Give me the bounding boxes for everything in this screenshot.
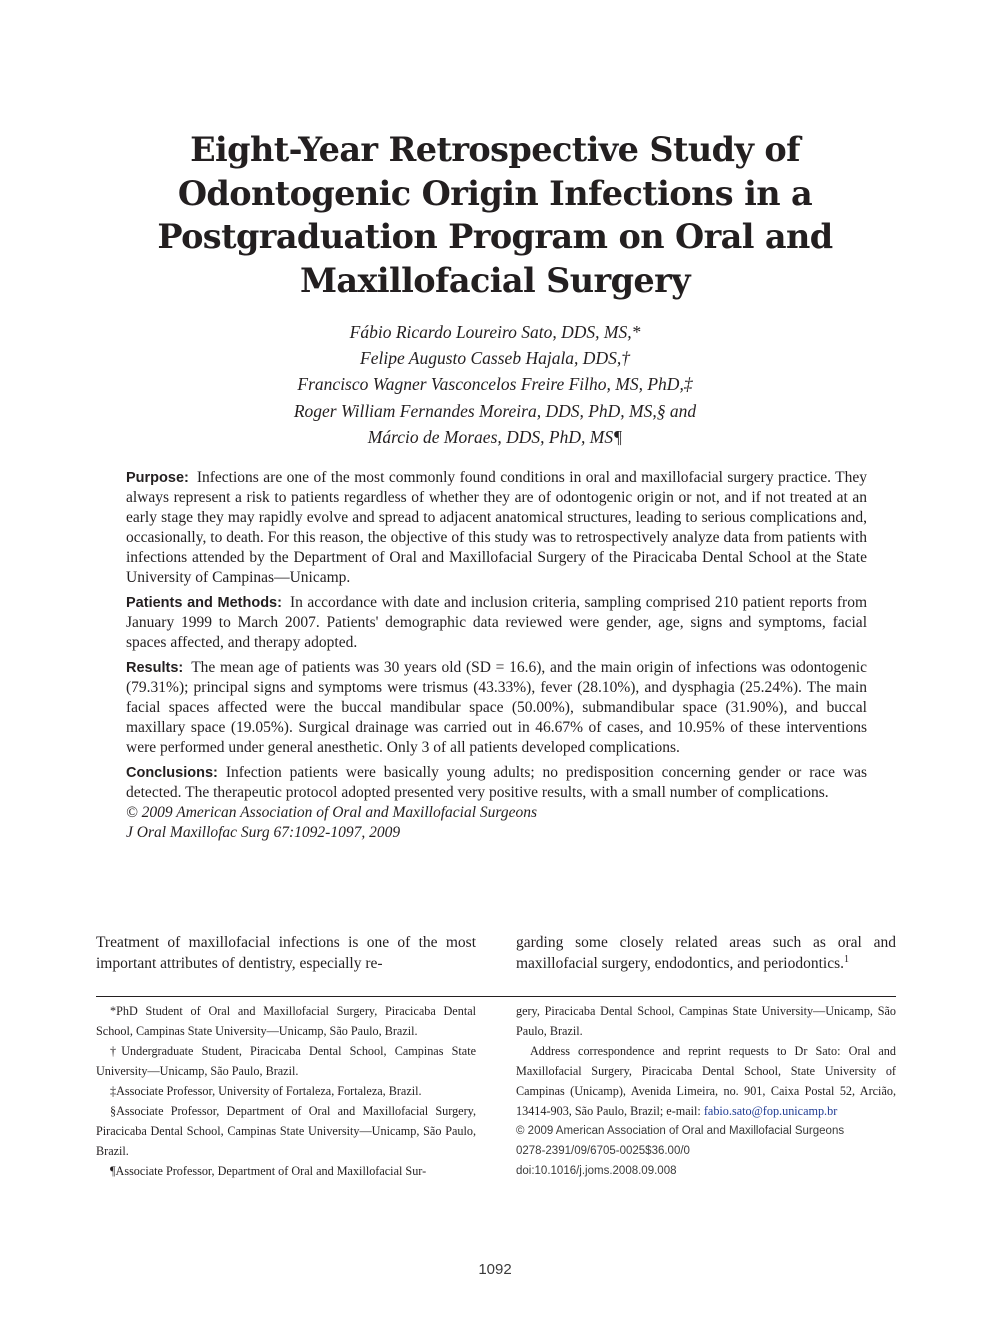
abstract	[126, 468, 867, 843]
email-link[interactable]: fabio.sato@fop.unicamp.br	[703, 1104, 838, 1118]
footnote: †Undergraduate Student, Piracicaba Dental School, Campinas State University—Unicamp, São Paulo, Brazil.	[96, 1044, 476, 1078]
footnote: §Associate Professor, Department of Oral and Maxillofacial Surgery, Piracicaba Dental School, Campinas State University—Unicamp, São Paulo, Brazil.	[96, 1104, 476, 1158]
abstract-citation: J Oral Maxillofac Surg 67:1092-1097, 2009	[126, 824, 401, 841]
purpose-text: Infections are one of the most commonly found conditions in oral and maxillofacial surgery practice. They always represent a risk to patients regardless of whether they are of odontogenic origin or not, and if not treated at an early stage they may rapidly evolve and spread to adjacent anatomical structures, leading to serious complications and, occasionally, to death. For this reason, the objective of this study was to retrospectively analyze data from patients with infections attended by the Department of Oral and Maxillofacial Surgery of the Piracicaba Dental School at the State University of Campinas—Unicamp.	[126, 469, 867, 586]
abstract-results	[126, 658, 867, 758]
footnote: *PhD Student of Oral and Maxillofacial Surgery, Piracicaba Dental School, Campinas State University—Unicamp, São Paulo, Brazil.	[96, 1004, 476, 1038]
author: Francisco Wagner Vasconcelos Freire Filho, MS, PhD,‡	[297, 374, 693, 395]
conclusions-text: Infection patients were basically young adults; no predisposition concerning gender or race was detected. The therapeutic protocol adopted presented very positive results, with a small number of complications.	[126, 764, 867, 801]
reference-marker[interactable]: 1	[844, 953, 849, 965]
purpose-label: Purpose:	[126, 470, 189, 486]
title-line: Odontogenic Origin Infections in a	[177, 173, 813, 213]
doi[interactable]: doi:10.1016/j.joms.2008.09.008	[516, 1165, 677, 1177]
results-text: The mean age of patients was 30 years old (SD = 16.6), and the main origin of infections was odontogenic (79.31%); principal signs and symptoms were trismus (43.33%), fever (28.10%), and dysphagia (25.24%). The main facial spaces affected were the buccal mandibular space (50.00%), submandibular space (31.90%), and buccal maxillary space (19.05%). Surgical drainage was carried out in 46.67% of cases, and 10.95% of these interventions were performed under general anesthetic. Only 3 of all patients developed complications.	[126, 659, 867, 756]
address-text: Address correspondence and reprint requests to Dr Sato: Oral and Maxillofacial Surgery, Piracicaba Dental School, State University of Campinas (Unicamp), Avenida Limeira, no. 901, Caixa Postal 52, Arcião, 13414-903, São Paulo, Brazil; e-mail:	[516, 1044, 896, 1118]
body-column-left	[96, 933, 476, 974]
abstract-conclusions	[126, 763, 867, 803]
footnotes-right	[516, 1001, 896, 1181]
author: Felipe Augusto Casseb Hajala, DDS,†	[360, 348, 630, 369]
footnote: ‡Associate Professor, University of Fortaleza, Fortaleza, Brazil.	[110, 1084, 422, 1098]
correspondence	[516, 1041, 896, 1121]
page-number: 1092	[478, 1261, 512, 1278]
results-label: Results:	[126, 660, 184, 676]
footnote: ¶Associate Professor, Department of Oral and Maxillofacial Sur-	[110, 1164, 427, 1178]
author-list	[120, 319, 870, 450]
title-line: Postgraduation Program on Oral and	[157, 217, 833, 256]
conclusions-label: Conclusions:	[126, 765, 218, 781]
methods-text: In accordance with date and inclusion criteria, sampling comprised 210 patient reports from January 1999 to March 2007. Patients' demographic data reviewed were gender, age, signs and symptoms, facial spaces affected, and therapy adopted.	[126, 594, 867, 651]
methods-label: Patients and Methods:	[126, 595, 282, 611]
footnote-continued: gery, Piracicaba Dental School, Campinas State University—Unicamp, São Paulo, Brazil.	[516, 1004, 896, 1038]
footer-copyright: © 2009 American Association of Oral and Maxillofacial Surgeons	[516, 1125, 845, 1137]
body-column-right	[516, 933, 896, 974]
footnotes-left	[96, 1001, 476, 1181]
body-text-right: garding some closely related areas such as oral and maxillofacial surgery, endodontics, and periodontics.	[516, 934, 896, 972]
abstract-purpose	[126, 468, 867, 588]
author: Fábio Ricardo Loureiro Sato, DDS, MS,*	[349, 322, 641, 342]
author: Roger William Fernandes Moreira, DDS, PhD, MS,§ and	[293, 400, 697, 421]
abstract-copyright: © 2009 American Association of Oral and Maxillofacial Surgeons	[126, 804, 538, 821]
footnote-divider	[96, 996, 896, 997]
title-line: Maxillofacial Surgery	[299, 260, 691, 300]
abstract-methods	[126, 593, 867, 653]
author: Márcio de Moraes, DDS, PhD, MS¶	[367, 426, 623, 447]
body-text-left: Treatment of maxillofacial infections is one of the most important attributes of dentistry, especially re-	[96, 934, 476, 972]
title-line: Eight-Year Retrospective Study of	[190, 130, 800, 169]
article-title	[120, 128, 870, 302]
issn: 0278-2391/09/6705-0025$36.00/0	[516, 1145, 690, 1157]
